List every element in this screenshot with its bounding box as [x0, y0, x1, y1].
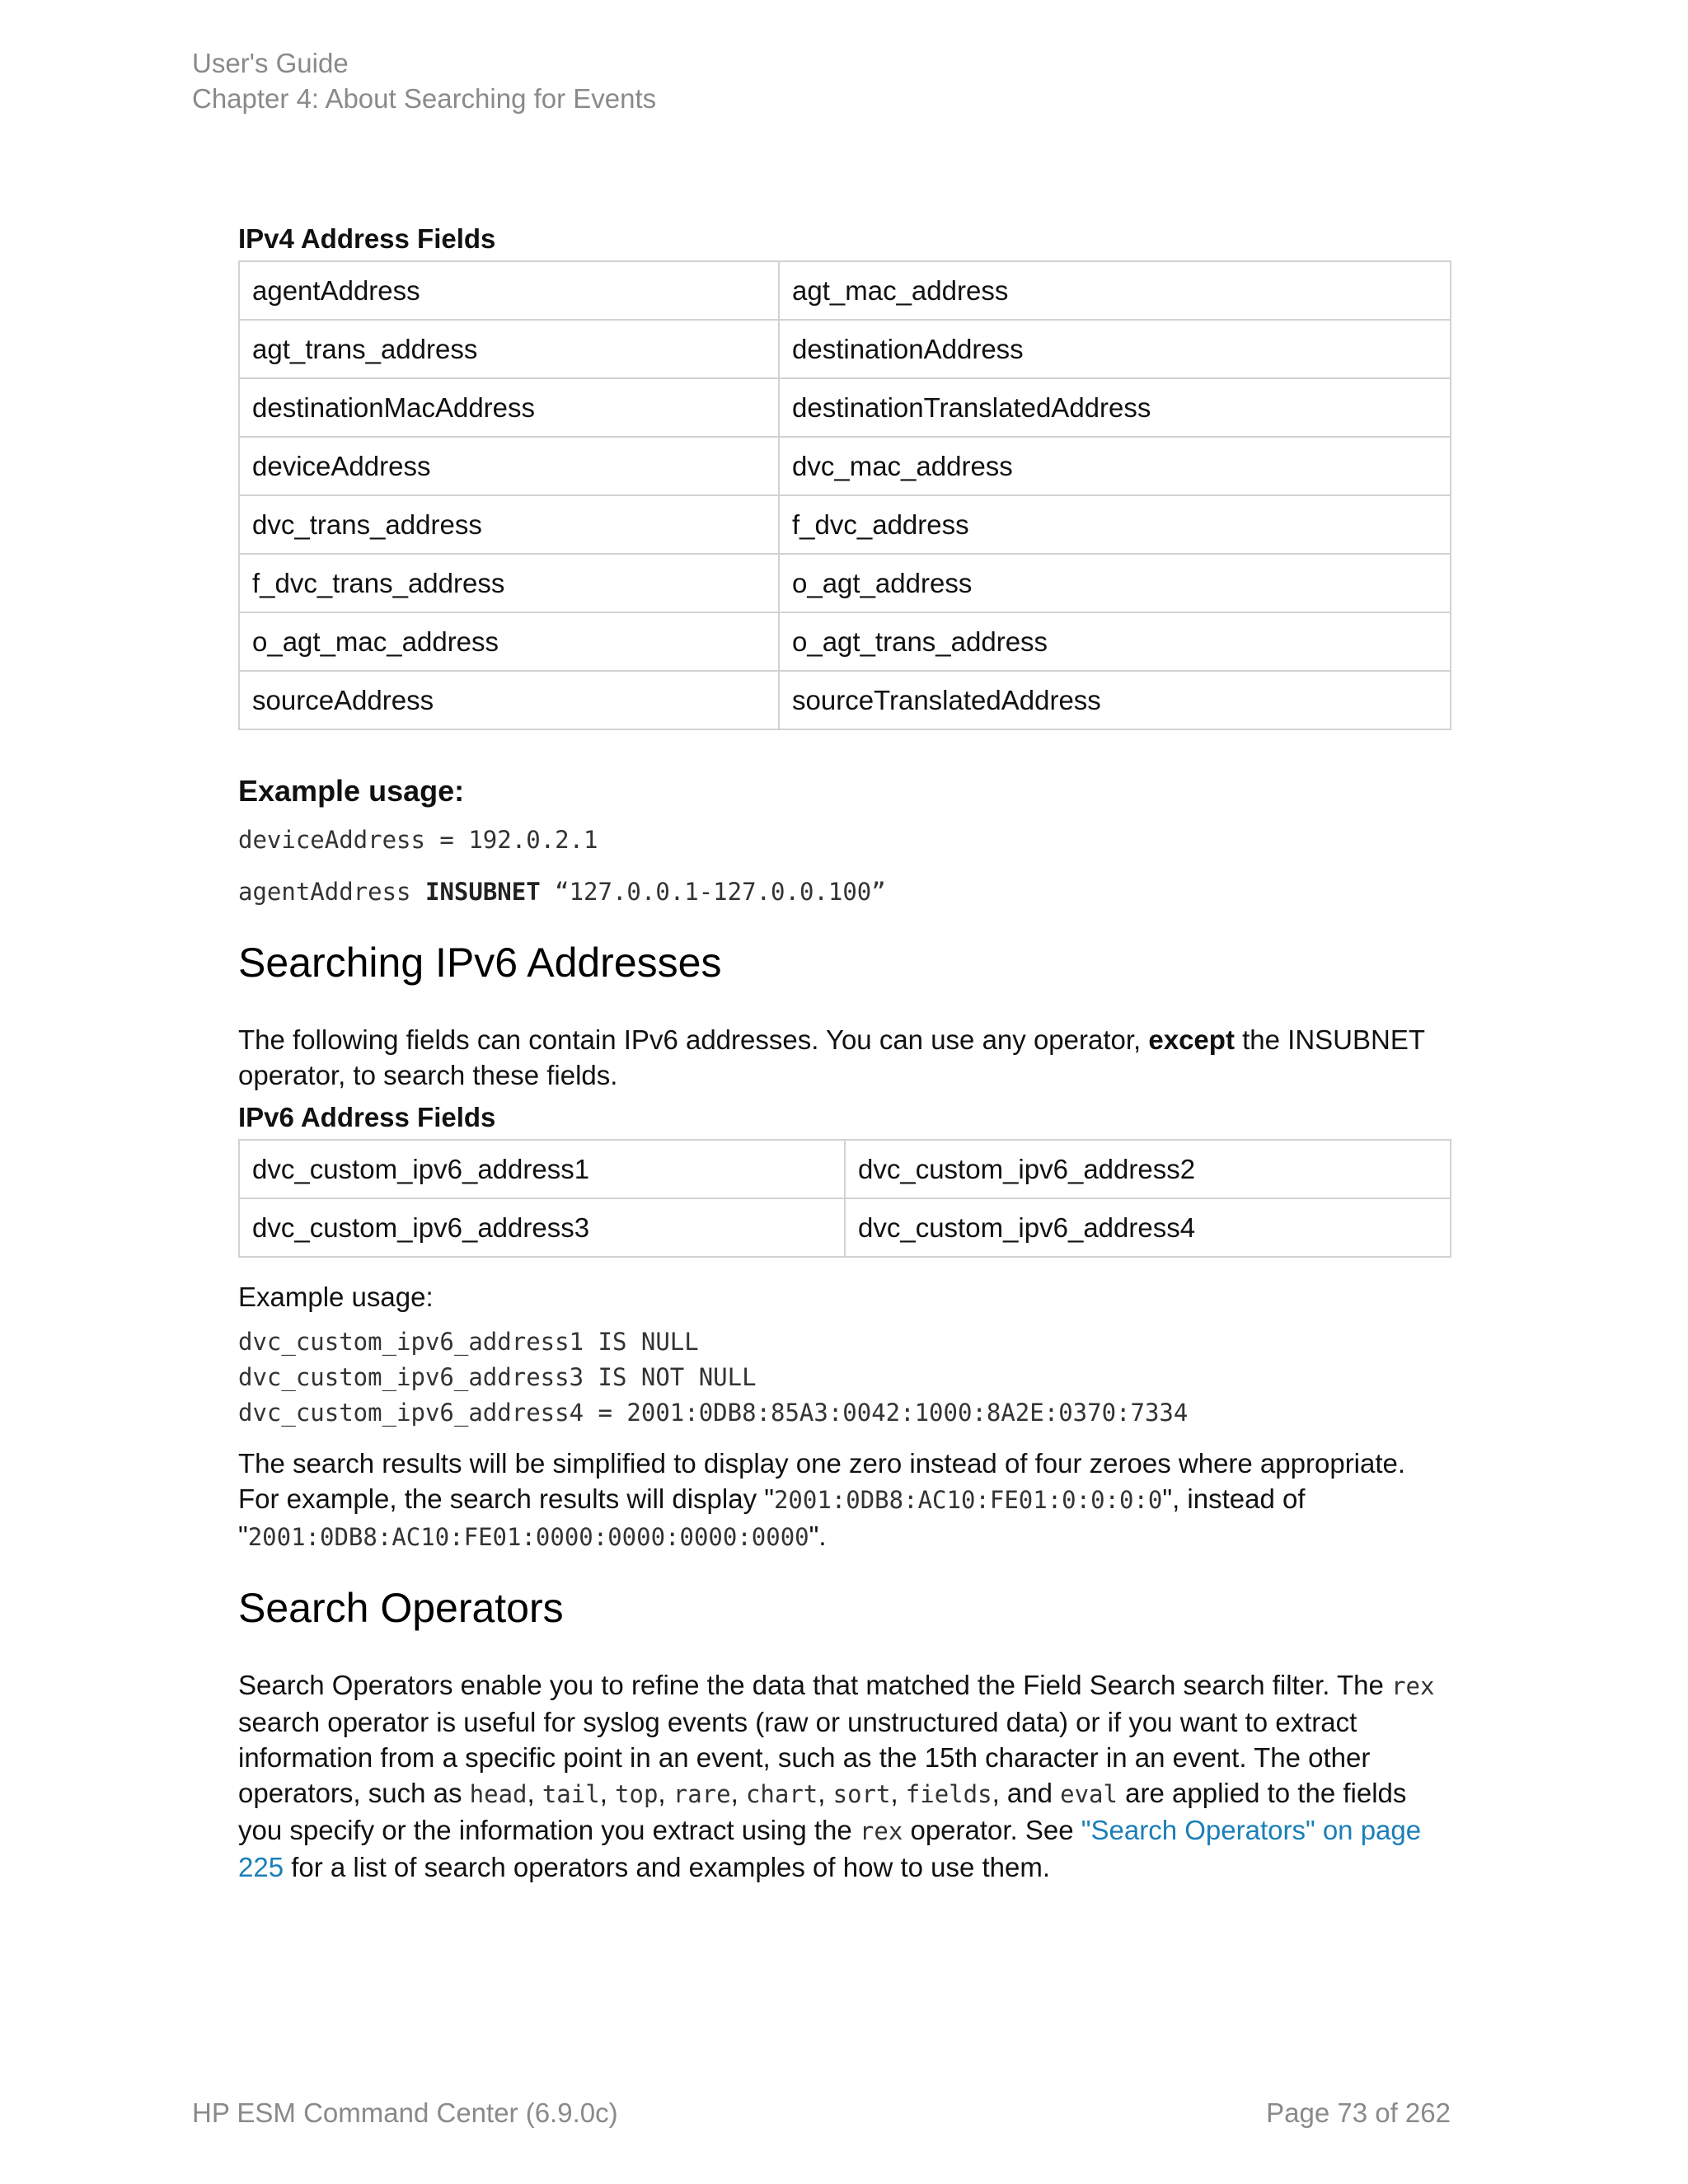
- operators-text-5: for a list of search operators and examples of how to use them.: [284, 1852, 1051, 1882]
- separator: ,: [890, 1778, 906, 1808]
- rex-operator: rex: [1391, 1672, 1435, 1700]
- sort-operator: sort: [832, 1780, 891, 1808]
- result-simplified-address: 2001:0DB8:AC10:FE01:0:0:0:0: [773, 1486, 1163, 1514]
- ipv4-table-row: [239, 261, 1451, 320]
- ipv4-table-caption: IPv4 Address Fields: [238, 223, 496, 254]
- ipv4-table-row: [239, 378, 1451, 437]
- separator: ,: [818, 1778, 833, 1808]
- field-name-cell: destinationTranslatedAddress: [779, 378, 1451, 437]
- field-name-cell: o_agt_mac_address: [239, 612, 779, 671]
- field-name-cell: agt_mac_address: [779, 261, 1451, 320]
- example-usage-heading: Example usage:: [238, 774, 465, 808]
- operators-text-3: are applied to the fields you specify or the information you extract using the: [238, 1778, 1407, 1845]
- field-name-cell: o_agt_trans_address: [779, 612, 1451, 671]
- operators-paragraph: [238, 1667, 1450, 1885]
- field-name-cell: deviceAddress: [239, 437, 779, 495]
- chart-operator: chart: [745, 1780, 818, 1808]
- fields-operator: fields: [905, 1780, 992, 1808]
- ipv4-fields-table: [238, 260, 1451, 730]
- field-name-cell: dvc_custom_ipv6_address2: [845, 1140, 1451, 1198]
- ipv6-table-row: [239, 1198, 1451, 1257]
- field-name-cell: sourceTranslatedAddress: [779, 671, 1451, 729]
- ipv4-table-row: [239, 612, 1451, 671]
- field-name-cell: dvc_trans_address: [239, 495, 779, 554]
- ipv6-example-line: dvc_custom_ipv6_address3 IS NOT NULL: [238, 1363, 757, 1391]
- chapter-title: Chapter 4: About Searching for Events: [192, 83, 657, 114]
- result-text-mid: ", instead of ": [238, 1483, 1306, 1551]
- example-2-range: “127.0.0.1-127.0.0.100”: [540, 878, 886, 906]
- ipv4-table-row: [239, 554, 1451, 612]
- field-name-cell: o_agt_address: [779, 554, 1451, 612]
- operators-text-1: Search Operators enable you to refine the data that matched the Field Search search filter. The: [238, 1670, 1392, 1700]
- guide-title: User's Guide: [192, 48, 349, 78]
- ipv6-intro-paragraph: [238, 1022, 1450, 1093]
- field-name-cell: agt_trans_address: [239, 320, 779, 378]
- insubnet-keyword: INSUBNET: [424, 878, 541, 906]
- field-name-cell: f_dvc_trans_address: [239, 554, 779, 612]
- field-name-cell: f_dvc_address: [779, 495, 1451, 554]
- footer-page-number: Page 73 of 262: [1266, 2097, 1451, 2128]
- ipv4-table-row: [239, 437, 1451, 495]
- ipv6-table-row: [239, 1140, 1451, 1198]
- result-full-address: 2001:0DB8:AC10:FE01:0000:0000:0000:0000: [247, 1523, 809, 1551]
- operators-text-2: search operator is useful for syslog events (raw or unstructured data) or if you want to extract information from a specific point in an event, such as the 15th character in an event. The other operators, such as: [238, 1707, 1371, 1808]
- ipv6-example-line: dvc_custom_ipv6_address4 = 2001:0DB8:85A3:0042:1000:8A2E:0370:7334: [238, 1399, 1189, 1427]
- ipv4-table-row: [239, 671, 1451, 729]
- separator: ,: [527, 1778, 542, 1808]
- ipv4-example-1: deviceAddress = 192.0.2.1: [238, 826, 598, 854]
- ipv6-intro-text-end: the INSUBNET operator, to search these fields.: [238, 1024, 1425, 1090]
- ipv6-example-line: dvc_custom_ipv6_address1 IS NULL: [238, 1328, 699, 1356]
- ipv6-example-block: [238, 1324, 1450, 1431]
- ipv4-table-row: [239, 320, 1451, 378]
- field-name-cell: dvc_custom_ipv6_address4: [845, 1198, 1451, 1257]
- ipv4-table-row: [239, 495, 1451, 554]
- ipv6-section-heading: Searching IPv6 Addresses: [238, 940, 722, 986]
- rex-operator-2: rex: [859, 1817, 903, 1845]
- result-text: The search results will be simplified to display one zero instead of four zeroes where appropriate. For example, the search results will display ": [238, 1448, 1406, 1514]
- ipv6-intro-text: The following fields can contain IPv6 addresses. You can use any operator,: [238, 1024, 1149, 1055]
- ipv6-table-body: [239, 1140, 1451, 1257]
- ipv6-intro-emphasis: except: [1148, 1024, 1235, 1055]
- rare-operator: rare: [673, 1780, 731, 1808]
- eval-operator: eval: [1060, 1780, 1118, 1808]
- top-operator: top: [615, 1780, 659, 1808]
- separator: ,: [599, 1778, 616, 1808]
- field-name-cell: agentAddress: [239, 261, 779, 320]
- ipv6-fields-table: [238, 1139, 1451, 1258]
- page-content: [238, 223, 1450, 1893]
- example-2-field: agentAddress: [238, 878, 425, 906]
- separator-and: , and: [992, 1778, 1061, 1808]
- result-text-end: ".: [809, 1521, 827, 1551]
- operators-section-heading: Search Operators: [238, 1585, 564, 1631]
- footer-product: HP ESM Command Center (6.9.0c): [192, 2097, 618, 2128]
- ipv6-result-paragraph: [238, 1446, 1450, 1555]
- field-name-cell: dvc_custom_ipv6_address1: [239, 1140, 845, 1198]
- field-name-cell: sourceAddress: [239, 671, 779, 729]
- head-operator: head: [469, 1780, 528, 1808]
- tail-operator: tail: [542, 1780, 600, 1808]
- search-operators-link[interactable]: "Search Operators" on page 225: [238, 1815, 1422, 1882]
- separator: ,: [730, 1778, 746, 1808]
- operators-text-4: operator. See: [903, 1815, 1081, 1845]
- separator: ,: [658, 1778, 673, 1808]
- field-name-cell: dvc_mac_address: [779, 437, 1451, 495]
- running-header: [192, 45, 656, 116]
- ipv6-table-caption: IPv6 Address Fields: [238, 1102, 496, 1132]
- ipv4-example-2: [238, 874, 1450, 910]
- ipv4-table-body: [239, 261, 1451, 729]
- field-name-cell: destinationAddress: [779, 320, 1451, 378]
- ipv6-example-label: Example usage:: [238, 1282, 434, 1312]
- field-name-cell: dvc_custom_ipv6_address3: [239, 1198, 845, 1257]
- field-name-cell: destinationMacAddress: [239, 378, 779, 437]
